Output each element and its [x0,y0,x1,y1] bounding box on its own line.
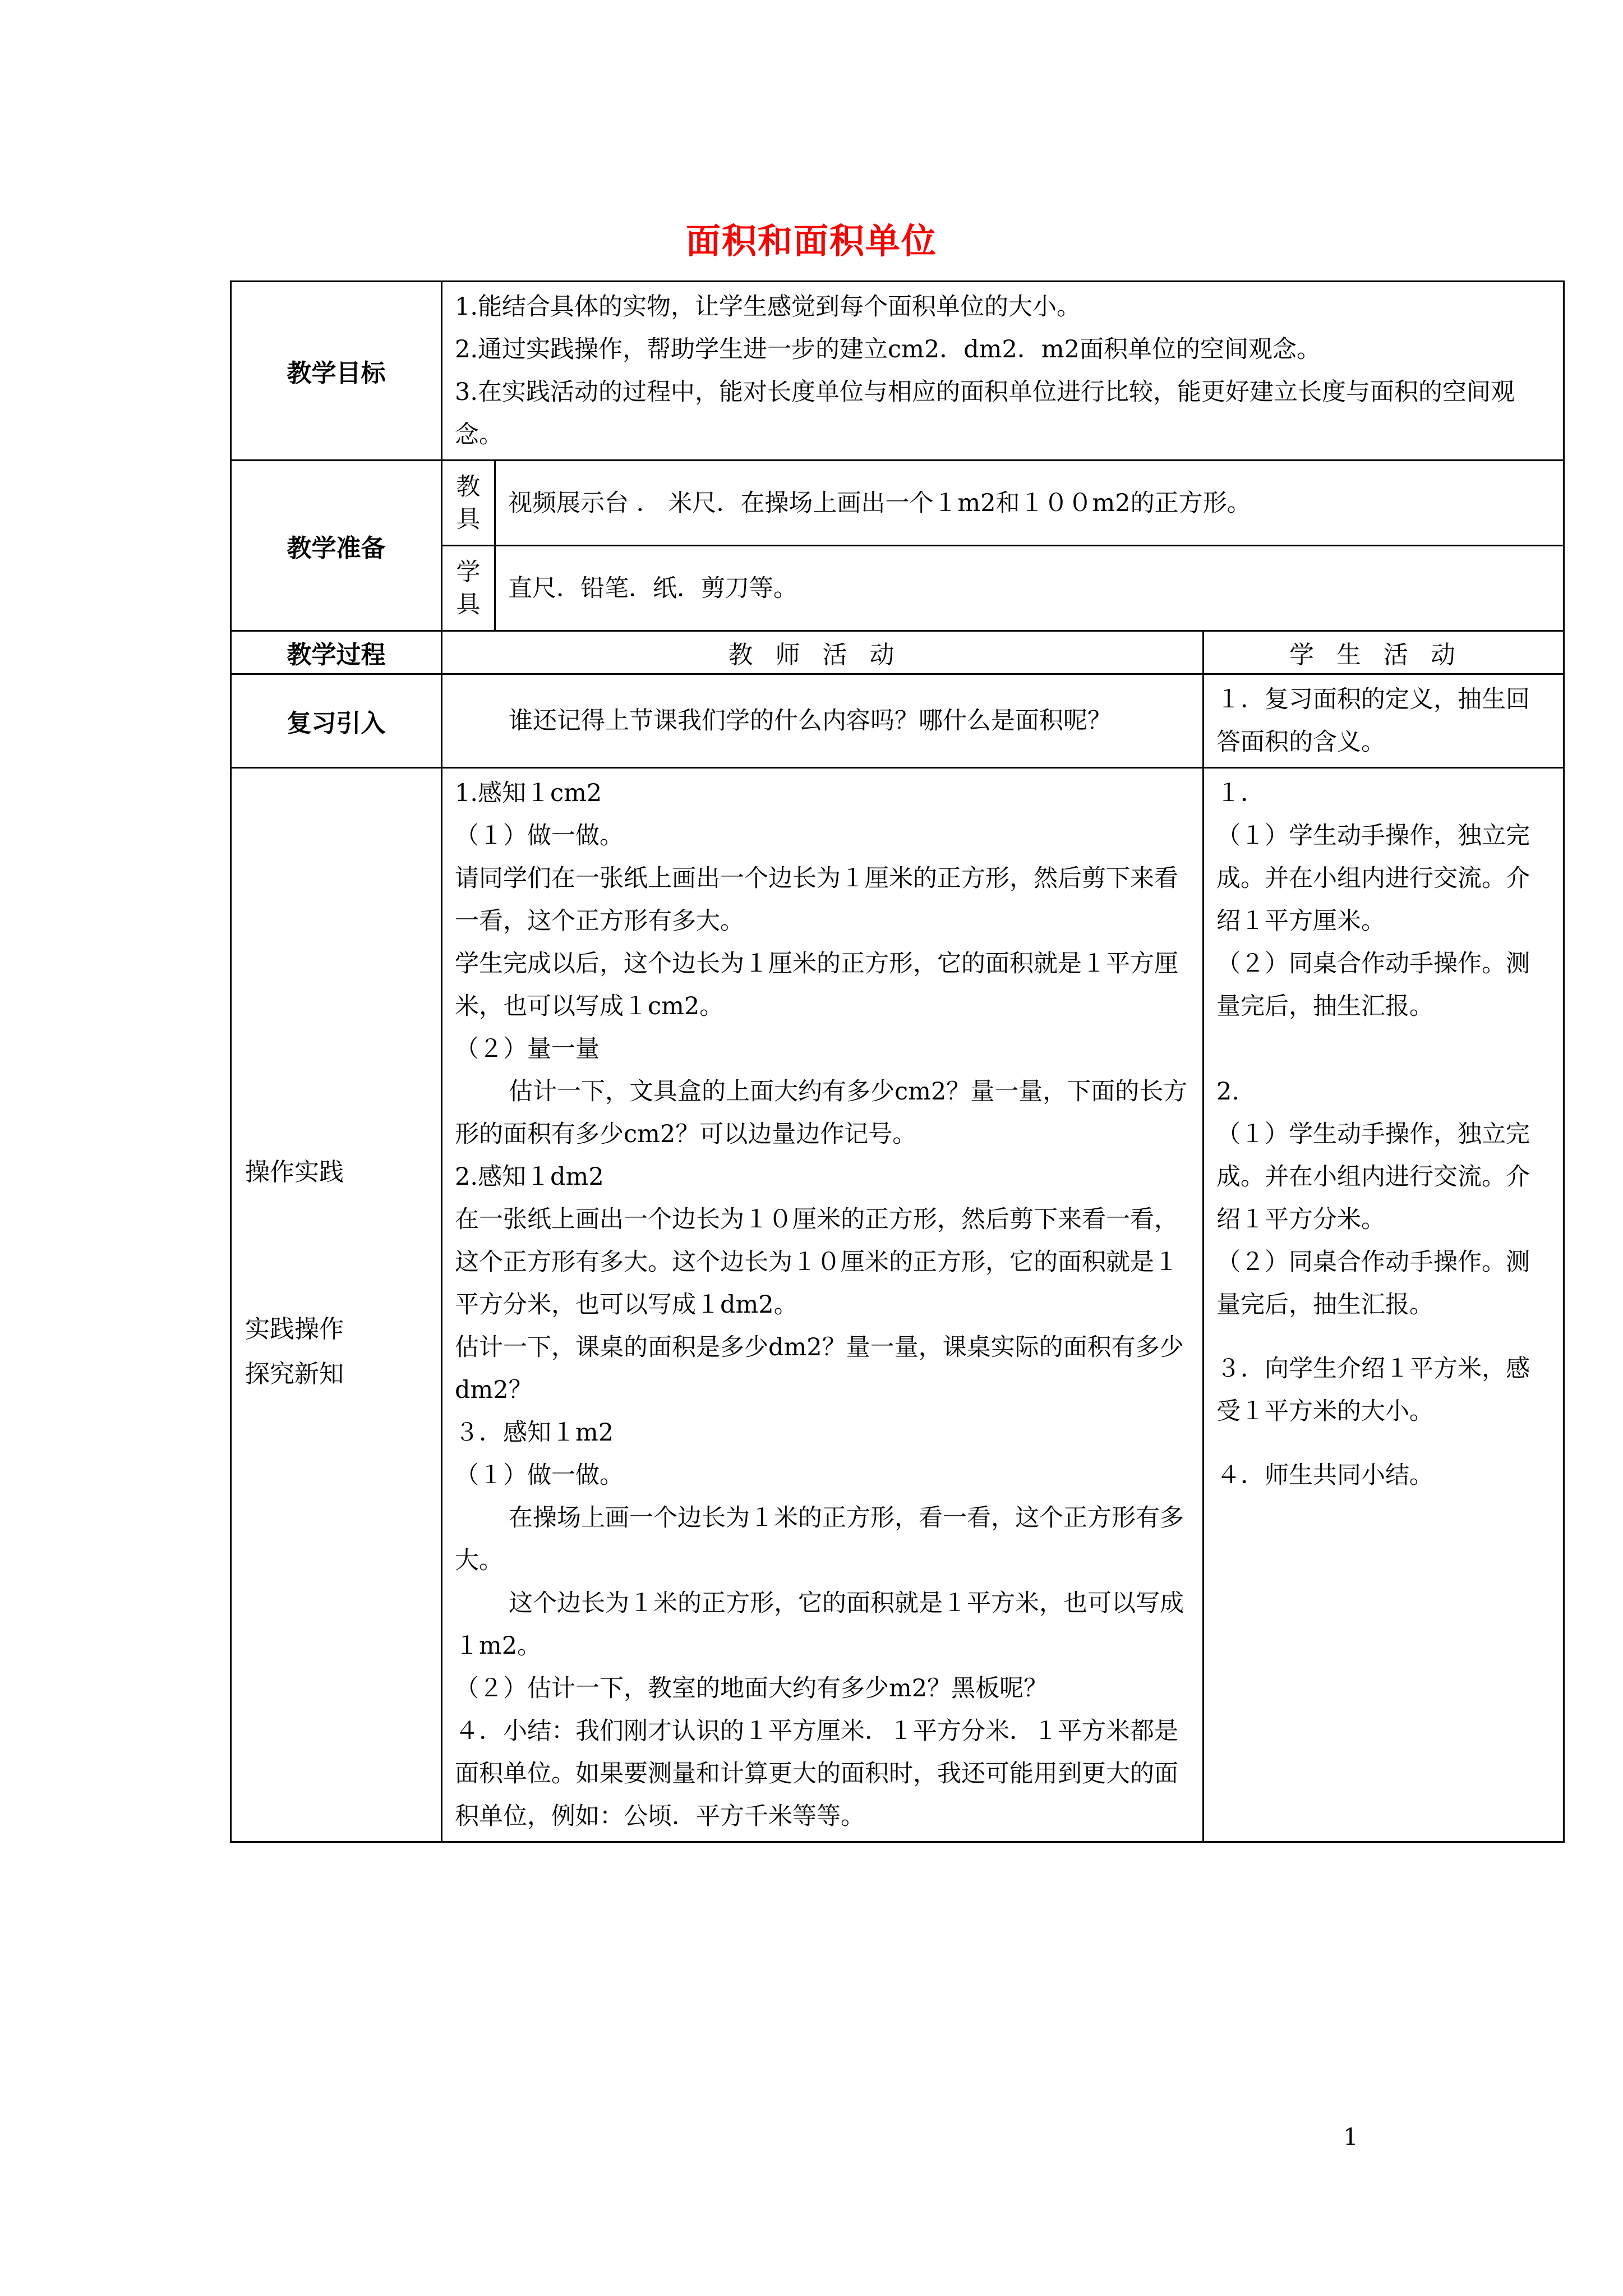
teacher-line: 1.感知１cm2 [455,779,602,807]
teacher-line: 估计一下，文具盒的上面大约有多少cm2？量一量，下面的长方形的面积有多少cm2？可以边量边作记号。 [455,1078,1188,1148]
review-label: 复习引入 [231,674,442,768]
student-activity-header: 学生活动 [1204,631,1564,674]
student-line: 2. [1216,1078,1240,1106]
review-teacher-text: 谁还记得上节课我们学的什么内容吗？哪什么是面积呢？ [442,674,1204,768]
teacher-line: ４．小结：我们刚才认识的１平方厘米．１平方分米．１平方米都是面积单位。如果要测量和计算更大的面积时，我还可能用到更大的面积单位，例如：公顷．平方千米等等。 [455,1717,1178,1830]
teacher-line: 在操场上画一个边长为１米的正方形，看一看，这个正方形有多大。 [455,1504,1184,1575]
lesson-plan-table [230,280,1565,1843]
teacher-tools-label: 教 具 [442,461,495,546]
practice-teacher-content [442,768,1204,1842]
teacher-line: 学生完成以后，这个边长为１厘米的正方形，它的面积就是１平方厘米，也可以写成１cm2。 [455,950,1178,1020]
practice-side-labels [231,768,442,1842]
practice-row [231,768,1564,1842]
teacher-line: 请同学们在一张纸上画出一个边长为１厘米的正方形，然后剪下来看一看，这个正方形有多大。 [455,864,1178,935]
student-line: （２）同桌合作动手操作。测量完后，抽生汇报。 [1216,1248,1530,1319]
teacher-line: ３．感知１m2 [455,1419,614,1447]
teacher-line: （２）量一量 [455,1035,600,1063]
objective-item: 1.能结合具体的实物，让学生感觉到每个面积单位的大小。 [455,293,1081,321]
teacher-line: 2.感知１dm2 [455,1163,604,1191]
student-line: （２）同桌合作动手操作。测量完后，抽生汇报。 [1216,950,1530,1020]
review-row [231,674,1564,768]
objectives-label: 教学目标 [231,282,442,461]
process-header-row [231,631,1564,674]
teacher-line: （２）估计一下，教室的地面大约有多少m2？黑板呢？ [455,1674,1048,1703]
side-label: 探究新知 [245,1360,344,1388]
student-tools-text: 直尺．铅笔．纸．剪刀等。 [495,546,1564,631]
teacher-tools-text: 视频展示台 ． 米尺．在操场上画出一个１m2和１００m2的正方形。 [495,461,1564,546]
preparation-label: 教学准备 [231,461,442,631]
side-label: 实践操作 [245,1315,344,1343]
teacher-line: （１）做一做。 [455,1461,624,1489]
teacher-line: 估计一下，课桌的面积是多少dm2？量一量，课桌实际的面积有多少dm2？ [455,1333,1184,1404]
process-label: 教学过程 [231,631,442,674]
student-line: １． [1216,779,1265,807]
objective-item: 3.在实践活动的过程中，能对长度单位与相应的面积单位进行比较，能更好建立长度与面积的空间观念。 [455,378,1515,449]
student-line: （１）学生动手操作，独立完成。并在小组内进行交流。介绍１平方厘米。 [1216,822,1530,935]
student-line: （１）学生动手操作，独立完成。并在小组内进行交流。介绍１平方分米。 [1216,1120,1530,1234]
practice-student-content [1204,768,1564,1842]
teacher-line: （１）做一做。 [455,822,624,850]
side-label: 操作实践 [245,1158,344,1186]
teacher-activity-header: 教师活动 [442,631,1204,674]
teacher-tools-row [231,461,1564,546]
teacher-line: 这个边长为１米的正方形，它的面积就是１平方米，也可以写成１m2。 [455,1589,1184,1660]
page-number: 1 [1343,2123,1358,2151]
objectives-content [442,282,1564,461]
student-line: ４．师生共同小结。 [1216,1461,1433,1489]
student-line: ３．向学生介绍１平方米，感受１平方米的大小。 [1216,1355,1530,1425]
review-student-text: １．复习面积的定义，抽生回答面积的含义。 [1204,674,1564,768]
teacher-line: 在一张纸上画出一个边长为１０厘米的正方形，然后剪下来看一看，这个正方形有多大。这个边长为１０厘米的正方形，它的面积就是１平方分米，也可以写成１dm2。 [455,1205,1178,1319]
objective-item: 2.通过实践操作，帮助学生进一步的建立cm2．dm2．m2面积单位的空间观念。 [455,335,1321,364]
objectives-row [231,282,1564,461]
document-title: 面积和面积单位 [685,220,937,261]
student-tools-label: 学 具 [442,546,495,631]
